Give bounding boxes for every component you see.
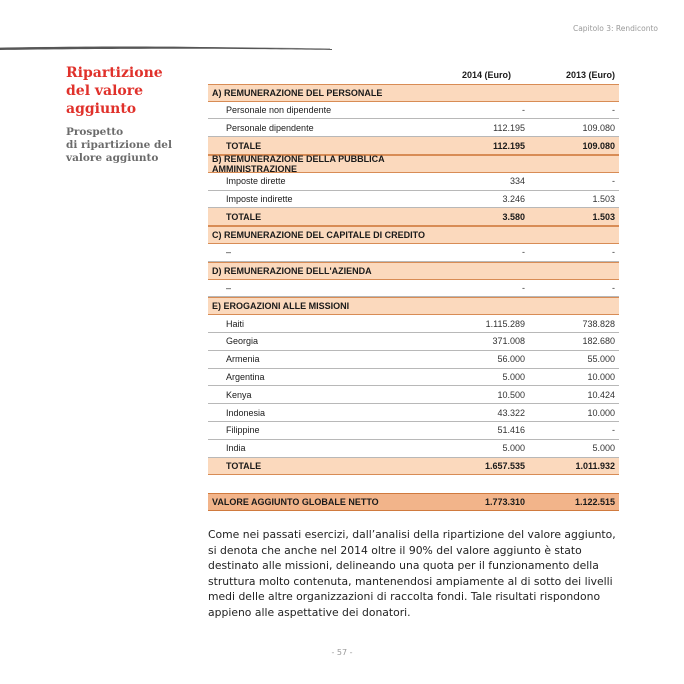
table-row — [208, 440, 619, 458]
row-label: Imposte dirette — [226, 176, 286, 187]
subtitle-line-2: di ripartizione del — [66, 139, 172, 151]
value-2013: 10.000 — [587, 371, 615, 382]
value-2013: 1.122.515 — [574, 497, 615, 508]
subtitle-line-3: valore aggiunto — [66, 152, 159, 164]
table-row — [208, 191, 619, 209]
value-2014: 1.657.535 — [484, 460, 525, 471]
value-2014: - — [522, 282, 525, 293]
row-label: TOTALE — [226, 140, 262, 151]
title-line-2: del valore — [66, 83, 144, 99]
table-total-row — [208, 458, 619, 476]
value-2013: - — [612, 282, 615, 293]
title-line-3: aggiunto — [66, 101, 137, 117]
value-2013: - — [612, 176, 615, 187]
row-label: – — [226, 282, 232, 293]
value-2014: 10.500 — [497, 389, 525, 400]
table-grand-row — [208, 493, 619, 511]
row-label: Imposte indirette — [226, 193, 293, 204]
value-2013: 5.000 — [592, 443, 615, 454]
row-label: B) REMUNERAZIONE DELLA PUBBLICA AMMINISTRAZIONE — [212, 153, 385, 174]
sidebar — [66, 64, 198, 165]
value-2013: 55.000 — [587, 354, 615, 365]
table-row — [208, 173, 619, 191]
value-2014: 51.416 — [497, 425, 525, 436]
row-label: Personale dipendente — [226, 122, 314, 133]
section-title — [66, 64, 198, 118]
row-label: Personale non dipendente — [226, 104, 332, 115]
value-2013: - — [612, 425, 615, 436]
body-paragraph: Come nei passati esercizi, dall’analisi della ripartizione del valore aggiunto, si denota che anche nel 2014 oltre il 90% del valore aggiunto è stato destinato alle missioni, delineando una quota per il funzionamento della struttura molto contenuta, mantenendosi ampiamente al di sotto dei livelli medi delle altre organizzazioni di raccolta fondi. Tale risultati rispondono appieno alle aspettative dei donatori. — [208, 528, 616, 619]
table-section-row — [208, 297, 619, 315]
value-2014: 1.773.310 — [484, 497, 525, 508]
row-label: A) REMUNERAZIONE DEL PERSONALE — [212, 87, 383, 98]
table-section-row — [208, 226, 619, 244]
table-spacer-row — [208, 475, 619, 493]
row-label: TOTALE — [226, 211, 262, 222]
table-row — [208, 315, 619, 333]
value-2014: 3.246 — [502, 193, 525, 204]
brush-stroke-divider — [0, 44, 332, 52]
value-2014: 3.580 — [502, 211, 525, 222]
table-row — [208, 280, 619, 298]
table-row — [208, 102, 619, 120]
table-section-row — [208, 155, 619, 173]
table-row — [208, 369, 619, 387]
value-2014: 371.008 — [492, 336, 525, 347]
row-label: Haiti — [226, 318, 245, 329]
value-2013: 1.011.932 — [575, 460, 615, 471]
table-row — [208, 386, 619, 404]
value-2014: - — [522, 247, 525, 258]
value-added-table — [208, 66, 619, 511]
value-2014: - — [522, 104, 525, 115]
table-row — [208, 351, 619, 369]
value-2014: 112.195 — [492, 140, 525, 151]
subtitle-line-1: Prospetto — [66, 126, 124, 138]
table-row — [208, 422, 619, 440]
row-label: D) REMUNERAZIONE DELL'AZIENDA — [212, 265, 372, 276]
title-line-1: Ripartizione — [66, 65, 163, 81]
table-header-row — [208, 66, 619, 84]
table-section-row — [208, 84, 619, 102]
table-row — [208, 404, 619, 422]
page-number: - 57 - — [331, 648, 353, 657]
value-2014: 1.115.289 — [485, 318, 525, 329]
value-2013: 109.080 — [582, 140, 615, 151]
table-row — [208, 244, 619, 262]
value-2013: 1.503 — [592, 211, 615, 222]
row-label: Armenia — [226, 354, 260, 365]
value-2014: 5.000 — [502, 443, 525, 454]
row-label: TOTALE — [226, 460, 262, 471]
value-2013: 10.000 — [587, 407, 615, 418]
row-label: Indonesia — [226, 407, 266, 418]
value-2014: 56.000 — [497, 354, 525, 365]
row-label: Georgia — [226, 336, 259, 347]
row-label: C) REMUNERAZIONE DEL CAPITALE DI CREDITO — [212, 230, 426, 241]
row-label: – — [226, 247, 232, 258]
table-section-row — [208, 262, 619, 280]
chapter-header: Capitolo 3: Rendiconto — [572, 24, 658, 33]
value-2013: - — [612, 104, 615, 115]
table-row — [208, 333, 619, 351]
value-2013: 1.503 — [592, 193, 615, 204]
table-row — [208, 119, 619, 137]
table-body — [208, 84, 619, 512]
value-2013: 10.424 — [587, 389, 615, 400]
row-label: Kenya — [226, 389, 252, 400]
row-label: E) EROGAZIONI ALLE MISSIONI — [212, 301, 350, 312]
value-2013: 182.680 — [582, 336, 615, 347]
value-2014: 5.000 — [502, 371, 525, 382]
value-2013: - — [612, 247, 615, 258]
row-label: India — [226, 443, 246, 454]
value-2013: 109.080 — [582, 122, 615, 133]
column-header-2014: 2014 (Euro) — [461, 69, 511, 80]
column-header-2013: 2013 (Euro) — [565, 69, 615, 80]
table-total-row — [208, 208, 619, 226]
value-2013: 738.828 — [582, 318, 615, 329]
value-2014: 334 — [509, 176, 525, 187]
row-label: Argentina — [226, 371, 265, 382]
row-label: Filippine — [226, 425, 260, 436]
section-subtitle — [66, 126, 198, 165]
row-label: VALORE AGGIUNTO GLOBALE NETTO — [212, 497, 379, 508]
value-2014: 43.322 — [497, 407, 525, 418]
table-total-row — [208, 137, 619, 155]
value-2014: 112.195 — [493, 122, 525, 133]
